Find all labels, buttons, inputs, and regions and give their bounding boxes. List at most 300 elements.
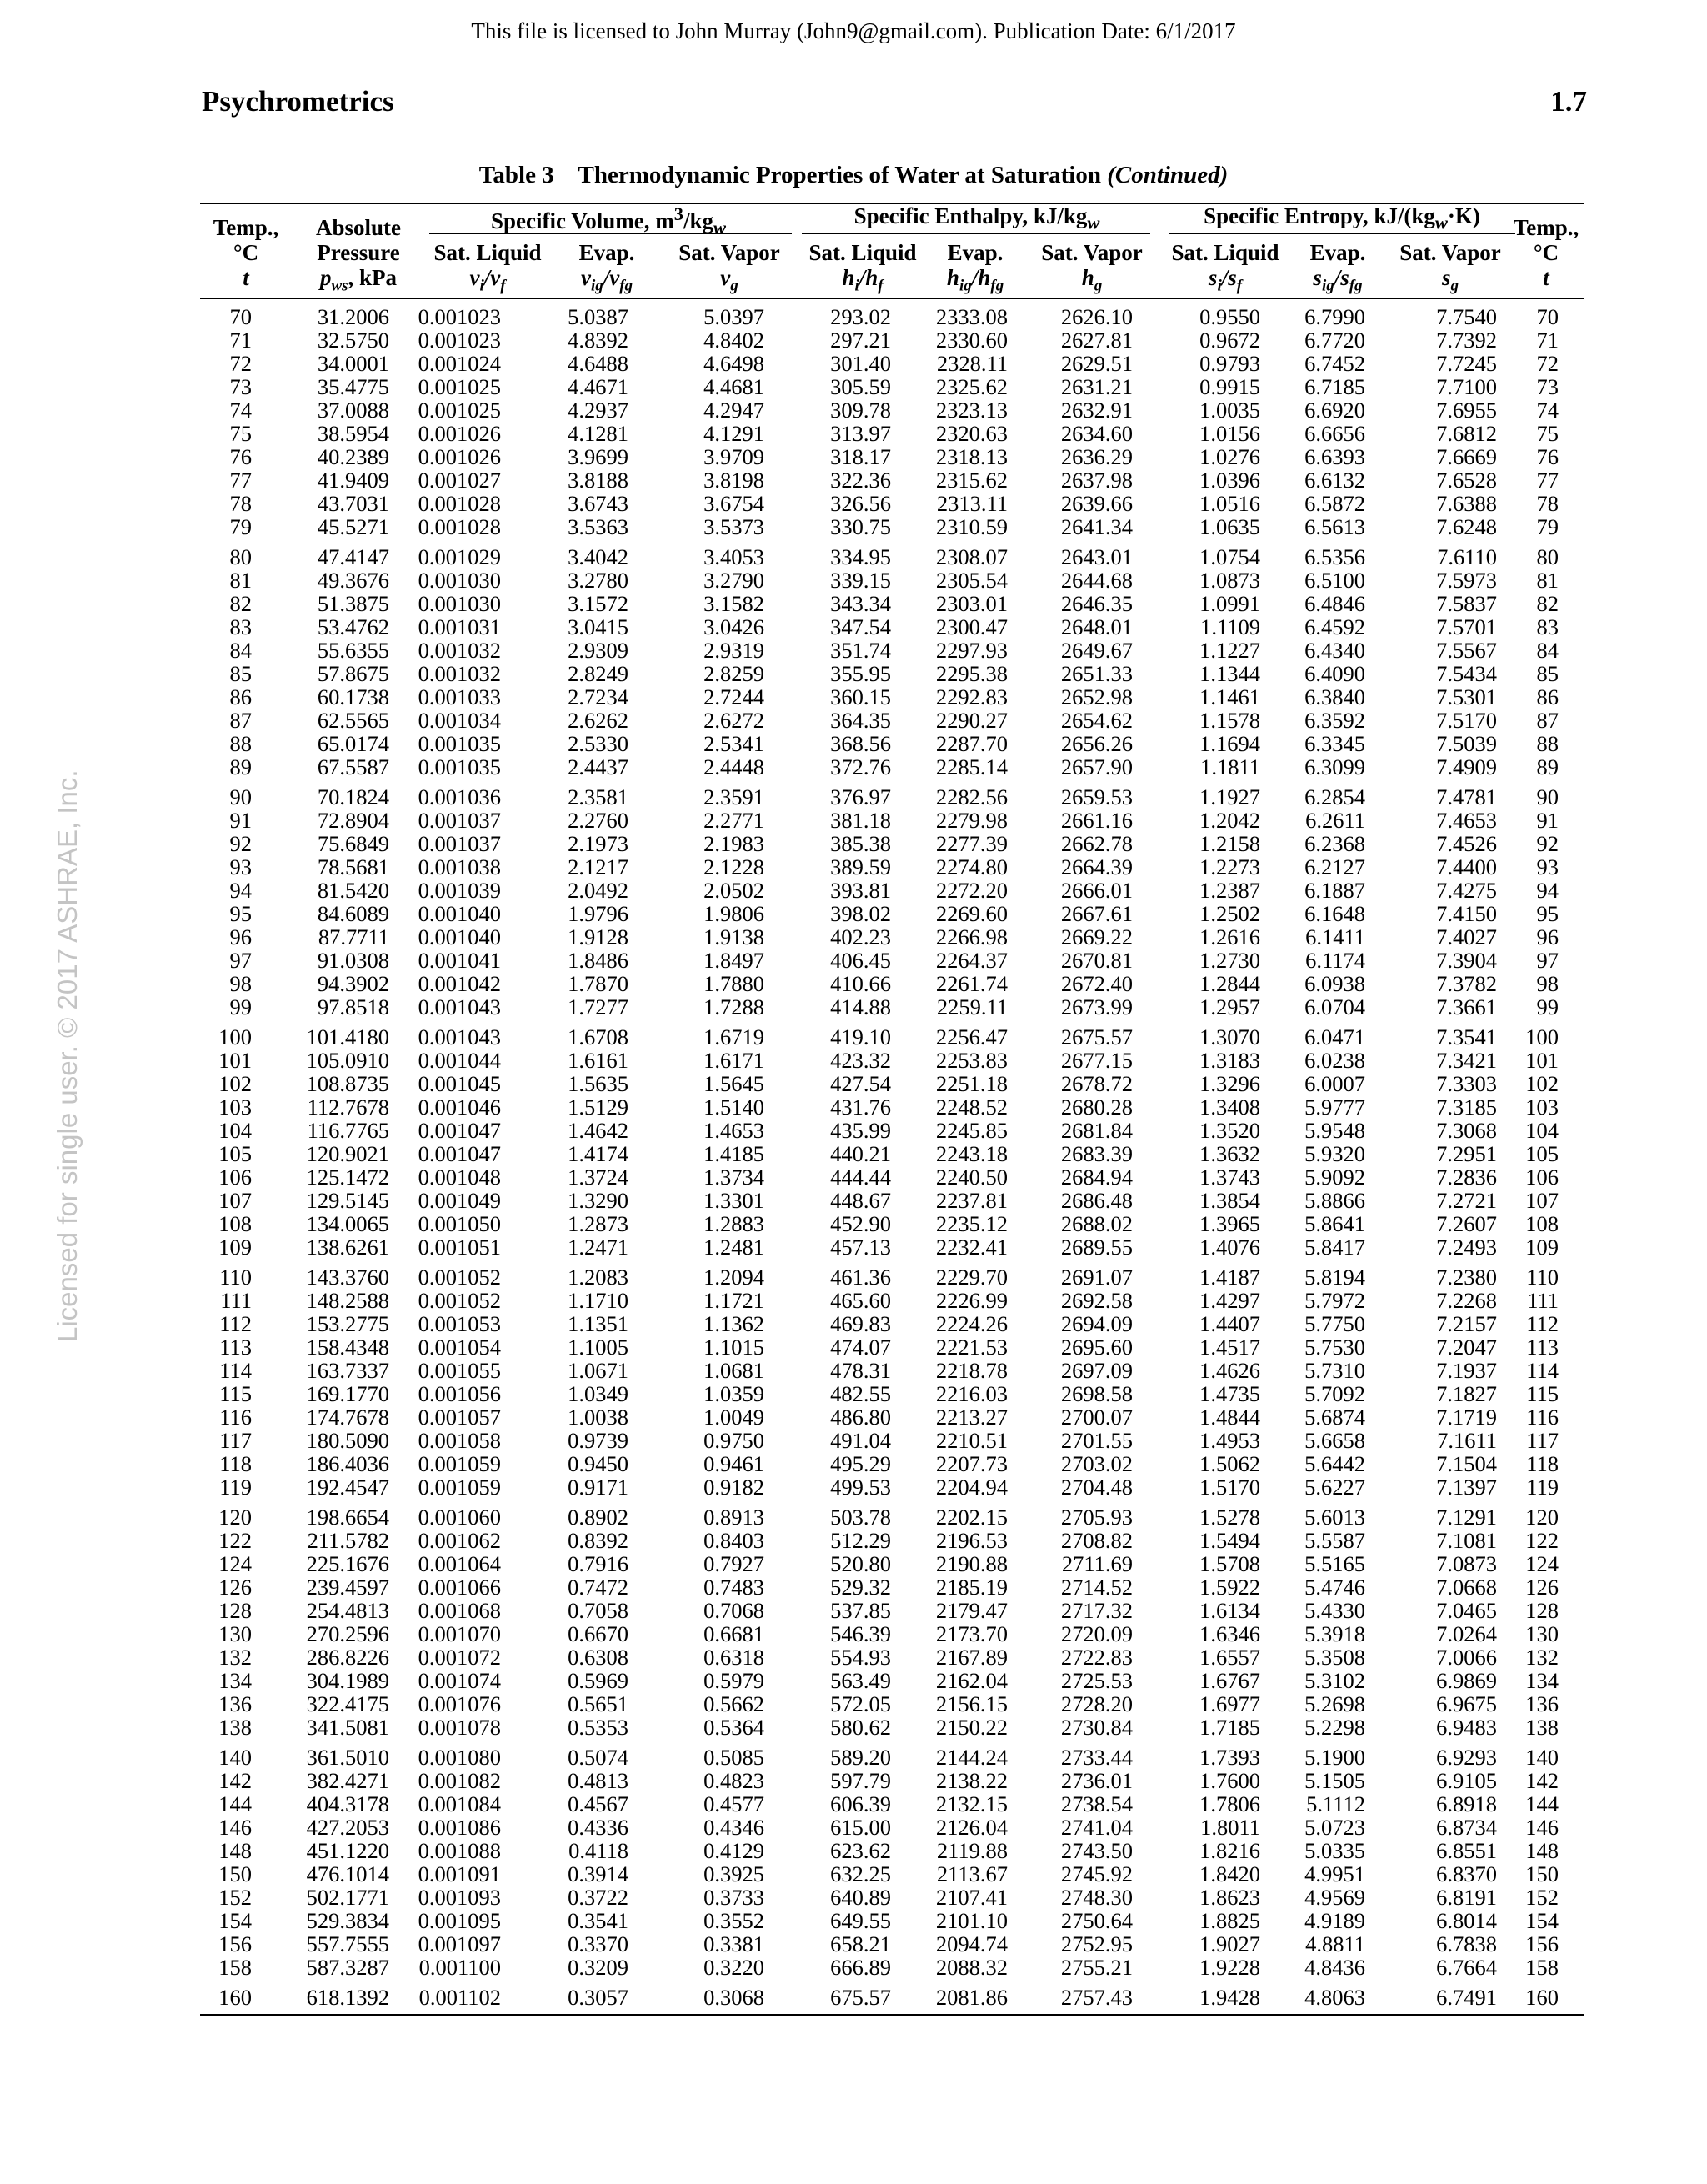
cell-pressure: 45.5271: [317, 514, 389, 539]
cell-temp: 156: [218, 1931, 252, 1956]
cell-enth-vapor: 2689.55: [1060, 1235, 1133, 1260]
cell-vol-liquid: 0.001028: [418, 514, 501, 539]
cell-enth-vapor: 2675.57: [1060, 1024, 1133, 1049]
table-row: [200, 732, 1584, 755]
table-row: [200, 1692, 1584, 1716]
cell-entr-liquid: 1.0156: [1199, 421, 1260, 446]
table-row: [200, 1335, 1584, 1359]
cell-enth-evap: 2229.70: [935, 1265, 1008, 1290]
cell-temp: 117: [219, 1428, 252, 1453]
cell-entr-vapor: 7.5170: [1436, 708, 1497, 733]
cell-enth-evap: 2196.53: [935, 1528, 1008, 1553]
cell-entr-vapor: 7.0465: [1436, 1598, 1497, 1623]
cell-entr-evap: 5.0723: [1304, 1815, 1365, 1840]
cell-enth-liquid: 615.00: [830, 1815, 891, 1840]
cell-temp: 115: [219, 1381, 252, 1406]
cell-entr-evap: 6.2368: [1304, 831, 1365, 856]
cell-enth-evap: 2328.11: [936, 351, 1008, 376]
cell-vol-evap: 1.2471: [568, 1235, 628, 1260]
cell-temp: 122: [218, 1528, 252, 1553]
cell-entr-liquid: 1.3854: [1199, 1188, 1260, 1213]
cell-entr-liquid: 1.2502: [1199, 901, 1260, 926]
cell-enth-evap: 2235.12: [935, 1211, 1008, 1236]
cell-vol-liquid: 0.001023: [418, 304, 501, 329]
cell-temp: 103: [218, 1095, 252, 1120]
cell-enth-liquid: 486.80: [830, 1405, 891, 1430]
cell-vol-vapor: 2.4448: [703, 754, 764, 779]
table-row: [200, 1265, 1584, 1289]
cell-vol-liquid: 0.001032: [418, 661, 501, 686]
cell-vol-liquid: 0.001056: [418, 1381, 501, 1406]
cell-pressure: 87.7711: [318, 924, 389, 949]
cell-temp-right: 98: [1536, 971, 1559, 996]
cell-entr-liquid: 1.0635: [1199, 514, 1260, 539]
cell-vol-vapor: 1.4653: [703, 1118, 764, 1143]
cell-entr-evap: 6.3099: [1304, 754, 1365, 779]
cell-enth-vapor: 2755.21: [1060, 1955, 1133, 1980]
cell-pressure: 169.1770: [306, 1381, 389, 1406]
cell-temp: 158: [218, 1955, 252, 1980]
cell-vol-evap: 1.9796: [568, 901, 628, 926]
cell-temp-right: 119: [1526, 1475, 1559, 1500]
cell-pressure: 78.5681: [317, 854, 389, 879]
cell-pressure: 67.5587: [317, 754, 389, 779]
cell-vol-vapor: 1.5645: [703, 1071, 764, 1096]
table-row: [200, 1599, 1584, 1622]
table-row: [200, 1475, 1584, 1499]
cell-enth-evap: 2253.83: [935, 1048, 1008, 1073]
table-row: [200, 709, 1584, 732]
cell-temp-right: 144: [1525, 1791, 1559, 1816]
cell-pressure: 361.5010: [306, 1745, 389, 1770]
cell-enth-vapor: 2698.58: [1060, 1381, 1133, 1406]
cell-enth-vapor: 2714.52: [1060, 1575, 1133, 1600]
cell-vol-vapor: 0.6318: [703, 1645, 764, 1670]
cell-entr-vapor: 7.3904: [1436, 948, 1497, 973]
cell-enth-evap: 2259.11: [936, 994, 1008, 1019]
cell-vol-liquid: 0.001045: [418, 1071, 501, 1096]
cell-entr-evap: 5.5587: [1304, 1528, 1365, 1553]
cell-enth-vapor: 2717.32: [1060, 1598, 1133, 1623]
table-row: [200, 1646, 1584, 1669]
cell-enth-liquid: 520.80: [830, 1551, 891, 1576]
cell-enth-vapor: 2748.30: [1060, 1885, 1133, 1910]
cell-vol-vapor: 0.7927: [703, 1551, 764, 1576]
cell-enth-liquid: 389.59: [830, 854, 891, 879]
cell-temp: 116: [219, 1405, 252, 1430]
cell-vol-vapor: 2.7244: [703, 684, 764, 709]
cell-vol-evap: 0.3541: [568, 1908, 628, 1933]
cell-entr-vapor: 7.5039: [1436, 731, 1497, 756]
group-header-specific-entropy: Specific Entropy, $kJ/(kg_w\cdot K)$: [1204, 203, 1480, 233]
cell-entr-vapor: 7.2380: [1436, 1265, 1497, 1290]
cell-entr-evap: 5.6013: [1304, 1505, 1365, 1530]
cell-entr-evap: 6.0007: [1304, 1071, 1365, 1096]
table-row: [200, 1769, 1584, 1792]
cell-entr-liquid: 1.1927: [1199, 784, 1260, 809]
table-row: [200, 855, 1584, 879]
cell-enth-evap: 2088.32: [935, 1955, 1008, 1980]
cell-vol-vapor: 1.2481: [703, 1235, 764, 1260]
cell-vol-vapor: 0.3733: [703, 1885, 764, 1910]
cell-temp-right: 90: [1536, 784, 1559, 809]
cell-entr-liquid: 1.2273: [1199, 854, 1260, 879]
cell-temp: 76: [229, 444, 252, 469]
cell-enth-liquid: 482.55: [830, 1381, 891, 1406]
cell-entr-liquid: 1.6134: [1199, 1598, 1260, 1623]
cell-enth-liquid: 465.60: [830, 1288, 891, 1313]
cell-entr-vapor: 7.4400: [1436, 854, 1497, 879]
cell-entr-liquid: 1.0396: [1199, 468, 1260, 493]
cell-entr-liquid: 1.0035: [1199, 398, 1260, 423]
cell-temp-right: 138: [1525, 1715, 1559, 1740]
cell-enth-vapor: 2651.33: [1060, 661, 1133, 686]
cell-pressure: 618.1392: [306, 1985, 389, 2010]
cell-vol-evap: 1.0671: [568, 1358, 628, 1383]
cell-enth-liquid: 563.49: [830, 1668, 891, 1693]
cell-vol-vapor: 1.0359: [703, 1381, 764, 1406]
cell-entr-evap: 6.4592: [1304, 614, 1365, 639]
cell-vol-liquid: 0.001042: [418, 971, 501, 996]
cell-entr-vapor: 7.7392: [1436, 328, 1497, 353]
cell-enth-vapor: 2669.22: [1060, 924, 1133, 949]
cell-entr-evap: 4.8811: [1305, 1931, 1365, 1956]
cell-vol-liquid: 0.001055: [418, 1358, 501, 1383]
table-row: [200, 879, 1584, 902]
column-header-entr-evap: Evap. $s_{ig}/s_{fg}$: [1309, 240, 1366, 295]
cell-enth-evap: 2282.56: [935, 784, 1008, 809]
cell-entr-liquid: 1.3743: [1199, 1165, 1260, 1190]
cell-temp-right: 106: [1525, 1165, 1559, 1190]
cell-pressure: 129.5145: [306, 1188, 389, 1213]
cell-enth-liquid: 499.53: [830, 1475, 891, 1500]
cell-vol-evap: 4.4671: [568, 374, 628, 399]
cell-vol-vapor: 0.7068: [703, 1598, 764, 1623]
cell-vol-vapor: 5.0397: [703, 304, 764, 329]
cell-enth-evap: 2333.08: [935, 304, 1008, 329]
table-row: [200, 1956, 1584, 1979]
cell-temp-right: 79: [1536, 514, 1559, 539]
table-continued: (Continued): [1107, 162, 1229, 188]
cell-enth-vapor: 2684.94: [1060, 1165, 1133, 1190]
cell-entr-evap: 6.4090: [1304, 661, 1365, 686]
cell-vol-vapor: 2.9319: [703, 638, 764, 663]
cell-temp: 152: [218, 1885, 252, 1910]
cell-temp: 73: [229, 374, 252, 399]
cell-pressure: 81.5420: [317, 878, 389, 903]
cell-enth-evap: 2113.67: [936, 1861, 1008, 1886]
cell-vol-liquid: 0.001043: [418, 994, 501, 1019]
cell-entr-evap: 6.2611: [1305, 808, 1365, 833]
cell-enth-vapor: 2683.39: [1060, 1141, 1133, 1166]
cell-enth-vapor: 2752.95: [1060, 1931, 1133, 1956]
cell-enth-vapor: 2656.26: [1060, 731, 1133, 756]
cell-vol-vapor: 1.6171: [703, 1048, 764, 1073]
cell-vol-vapor: 1.3301: [703, 1188, 764, 1213]
cell-entr-liquid: 1.0754: [1199, 544, 1260, 569]
cell-entr-evap: 4.9569: [1304, 1885, 1365, 1910]
cell-vol-vapor: 1.9138: [703, 924, 764, 949]
cell-enth-evap: 2081.86: [935, 1985, 1008, 2010]
group-rule-entropy: [1169, 233, 1515, 234]
cell-temp-right: 113: [1526, 1335, 1559, 1360]
cell-entr-vapor: 7.1611: [1437, 1428, 1497, 1453]
cell-temp: 138: [218, 1715, 252, 1740]
cell-enth-vapor: 2677.15: [1060, 1048, 1133, 1073]
cell-vol-vapor: 0.3552: [703, 1908, 764, 1933]
cell-entr-liquid: 1.5708: [1199, 1551, 1260, 1576]
column-header-entr-vapor: Sat. Vapor $s_g$: [1399, 240, 1501, 295]
cell-entr-vapor: 7.5973: [1436, 568, 1497, 593]
cell-temp-right: 152: [1525, 1885, 1559, 1910]
cell-entr-vapor: 7.2951: [1436, 1141, 1497, 1166]
section-title: Psychrometrics: [202, 85, 394, 118]
cell-entr-vapor: 7.0264: [1436, 1621, 1497, 1646]
cell-enth-evap: 2256.47: [935, 1024, 1008, 1049]
cell-entr-vapor: 6.9675: [1436, 1691, 1497, 1716]
cell-vol-liquid: 0.001026: [418, 421, 501, 446]
table-row: [200, 1622, 1584, 1646]
cell-entr-vapor: 7.1291: [1436, 1505, 1497, 1530]
table-row: [200, 445, 1584, 468]
cell-entr-vapor: 7.6955: [1436, 398, 1497, 423]
cell-vol-evap: 2.4437: [568, 754, 628, 779]
cell-entr-vapor: 7.0066: [1436, 1645, 1497, 1670]
cell-vol-liquid: 0.001095: [418, 1908, 501, 1933]
table-row: [200, 1746, 1584, 1769]
cell-entr-evap: 5.8866: [1304, 1188, 1365, 1213]
table-row: [200, 422, 1584, 445]
cell-vol-liquid: 0.001031: [418, 614, 501, 639]
cell-enth-evap: 2243.18: [935, 1141, 1008, 1166]
cell-vol-liquid: 0.001040: [418, 901, 501, 926]
cell-temp: 85: [229, 661, 252, 686]
cell-temp-right: 89: [1536, 754, 1559, 779]
cell-enth-liquid: 301.40: [830, 351, 891, 376]
cell-entr-vapor: 7.3541: [1436, 1024, 1497, 1049]
cell-temp: 120: [218, 1505, 252, 1530]
cell-pressure: 557.7555: [306, 1931, 389, 1956]
cell-enth-liquid: 385.38: [830, 831, 891, 856]
cell-entr-evap: 5.0335: [1304, 1838, 1365, 1863]
cell-entr-liquid: 1.6977: [1199, 1691, 1260, 1716]
cell-entr-vapor: 6.9483: [1436, 1715, 1497, 1740]
cell-pressure: 55.6355: [317, 638, 389, 663]
cell-vol-vapor: 4.4681: [703, 374, 764, 399]
cell-enth-liquid: 334.95: [830, 544, 891, 569]
cell-entr-vapor: 7.1504: [1436, 1451, 1497, 1476]
cell-vol-evap: 0.4336: [568, 1815, 628, 1840]
cell-entr-vapor: 7.0873: [1436, 1551, 1497, 1576]
cell-entr-vapor: 7.5701: [1436, 614, 1497, 639]
cell-vol-vapor: 0.5085: [703, 1745, 764, 1770]
cell-enth-vapor: 2657.90: [1060, 754, 1133, 779]
cell-vol-evap: 4.1281: [568, 421, 628, 446]
cell-pressure: 65.0174: [317, 731, 389, 756]
cell-enth-liquid: 309.78: [830, 398, 891, 423]
cell-enth-liquid: 675.57: [830, 1985, 891, 2010]
cell-vol-vapor: 4.6498: [703, 351, 764, 376]
cell-vol-vapor: 4.8402: [703, 328, 764, 353]
table-row: [200, 1816, 1584, 1839]
cell-vol-evap: 0.8392: [568, 1528, 628, 1553]
cell-pressure: 43.7031: [317, 491, 389, 516]
cell-enth-liquid: 414.88: [830, 994, 891, 1019]
cell-entr-evap: 6.6132: [1304, 468, 1365, 493]
cell-enth-vapor: 2745.92: [1060, 1861, 1133, 1886]
cell-vol-evap: 3.0415: [568, 614, 628, 639]
cell-entr-evap: 5.8641: [1304, 1211, 1365, 1236]
table-row: [200, 1552, 1584, 1575]
cell-pressure: 31.2006: [317, 304, 389, 329]
cell-pressure: 270.2596: [306, 1621, 389, 1646]
cell-entr-evap: 5.8417: [1304, 1235, 1365, 1260]
cell-temp: 146: [218, 1815, 252, 1840]
cell-temp: 110: [219, 1265, 252, 1290]
cell-enth-evap: 2261.74: [935, 971, 1008, 996]
cell-vol-evap: 0.3057: [568, 1985, 628, 2010]
cell-vol-vapor: 3.0426: [703, 614, 764, 639]
cell-enth-liquid: 606.39: [830, 1791, 891, 1816]
cell-entr-evap: 5.8194: [1304, 1265, 1365, 1290]
cell-vol-evap: 1.2873: [568, 1211, 628, 1236]
cell-pressure: 143.3760: [306, 1265, 389, 1290]
cell-vol-evap: 1.1351: [568, 1311, 628, 1336]
cell-vol-vapor: 1.2094: [703, 1265, 764, 1290]
cell-vol-vapor: 0.3381: [703, 1931, 764, 1956]
cell-pressure: 35.4775: [317, 374, 389, 399]
cell-entr-evap: 6.2854: [1304, 784, 1365, 809]
cell-entr-vapor: 7.4781: [1436, 784, 1497, 809]
cell-entr-liquid: 1.1344: [1199, 661, 1260, 686]
cell-entr-liquid: 1.8623: [1199, 1885, 1260, 1910]
cell-entr-evap: 6.5100: [1304, 568, 1365, 593]
cell-entr-evap: 5.9092: [1304, 1165, 1365, 1190]
cell-entr-vapor: 7.5567: [1436, 638, 1497, 663]
cell-entr-vapor: 7.6110: [1437, 544, 1497, 569]
cell-enth-evap: 2138.22: [935, 1768, 1008, 1793]
cell-enth-evap: 2325.62: [935, 374, 1008, 399]
table-row: [200, 1312, 1584, 1335]
cell-vol-evap: 3.8188: [568, 468, 628, 493]
cell-temp-right: 85: [1536, 661, 1559, 686]
cell-pressure: 101.4180: [306, 1024, 389, 1049]
cell-temp-right: 87: [1536, 708, 1559, 733]
cell-entr-evap: 5.9320: [1304, 1141, 1365, 1166]
cell-vol-liquid: 0.001097: [418, 1931, 501, 1956]
cell-entr-evap: 5.7092: [1304, 1381, 1365, 1406]
cell-vol-evap: 3.2780: [568, 568, 628, 593]
cell-entr-vapor: 6.7491: [1436, 1985, 1497, 2010]
cell-temp-right: 132: [1525, 1645, 1559, 1670]
cell-enth-vapor: 2688.02: [1060, 1211, 1133, 1236]
table-row: [200, 398, 1584, 422]
table-row: [200, 925, 1584, 949]
cell-temp-right: 150: [1525, 1861, 1559, 1886]
cell-pressure: 286.8226: [306, 1645, 389, 1670]
cell-enth-evap: 2232.41: [935, 1235, 1008, 1260]
cell-vol-liquid: 0.001053: [418, 1311, 501, 1336]
cell-enth-vapor: 2750.64: [1060, 1908, 1133, 1933]
cell-entr-vapor: 7.4909: [1436, 754, 1497, 779]
cell-enth-liquid: 546.39: [830, 1621, 891, 1646]
cell-entr-vapor: 6.8191: [1436, 1885, 1497, 1910]
cell-vol-liquid: 0.001058: [418, 1428, 501, 1453]
cell-temp: 130: [218, 1621, 252, 1646]
cell-vol-liquid: 0.001066: [418, 1575, 501, 1600]
table-caption: [0, 162, 1707, 189]
cell-entr-vapor: 6.9105: [1436, 1768, 1497, 1793]
cell-vol-vapor: 0.9182: [703, 1475, 764, 1500]
cell-entr-evap: 6.0938: [1304, 971, 1365, 996]
cell-entr-vapor: 7.5837: [1436, 591, 1497, 616]
cell-pressure: 49.3676: [317, 568, 389, 593]
cell-enth-vapor: 2661.16: [1060, 808, 1133, 833]
cell-vol-evap: 1.7277: [568, 994, 628, 1019]
cell-entr-evap: 5.6874: [1304, 1405, 1365, 1430]
cell-temp: 140: [218, 1745, 252, 1770]
cell-entr-evap: 5.3102: [1304, 1668, 1365, 1693]
cell-enth-liquid: 406.45: [830, 948, 891, 973]
cell-temp: 150: [218, 1861, 252, 1886]
cell-vol-evap: 1.5129: [568, 1095, 628, 1120]
cell-vol-liquid: 0.001072: [418, 1645, 501, 1670]
cell-vol-evap: 0.4118: [568, 1838, 628, 1863]
cell-entr-vapor: 7.3782: [1436, 971, 1497, 996]
cell-enth-evap: 2264.37: [935, 948, 1008, 973]
cell-enth-vapor: 2632.91: [1060, 398, 1133, 423]
cell-temp: 91: [229, 808, 252, 833]
cell-temp-right: 70: [1536, 304, 1559, 329]
cell-temp: 74: [229, 398, 252, 423]
cell-entr-vapor: 7.5301: [1436, 684, 1497, 709]
cell-enth-vapor: 2652.98: [1060, 684, 1133, 709]
cell-entr-vapor: 7.7540: [1436, 304, 1497, 329]
table-row: [200, 785, 1584, 809]
cell-entr-evap: 5.9777: [1304, 1095, 1365, 1120]
cell-enth-evap: 2310.59: [935, 514, 1008, 539]
cell-pressure: 75.6849: [317, 831, 389, 856]
cell-enth-vapor: 2705.93: [1060, 1505, 1133, 1530]
cell-vol-vapor: 1.0681: [703, 1358, 764, 1383]
cell-enth-vapor: 2627.81: [1060, 328, 1133, 353]
cell-temp-right: 126: [1525, 1575, 1559, 1600]
cell-vol-vapor: 2.1983: [703, 831, 764, 856]
column-header-pressure: Absolute Pressure $p_{ws}$, kPa: [315, 215, 401, 295]
cell-enth-vapor: 2704.48: [1060, 1475, 1133, 1500]
cell-vol-vapor: 1.7880: [703, 971, 764, 996]
cell-enth-liquid: 597.79: [830, 1768, 891, 1793]
table-row: [200, 1716, 1584, 1739]
cell-vol-vapor: 0.3220: [703, 1955, 764, 1980]
table-row: [200, 1165, 1584, 1189]
cell-enth-liquid: 326.56: [830, 491, 891, 516]
cell-entr-vapor: 7.3068: [1436, 1118, 1497, 1143]
cell-temp-right: 95: [1536, 901, 1559, 926]
cell-enth-evap: 2279.98: [935, 808, 1008, 833]
cell-vol-liquid: 0.001052: [418, 1288, 501, 1313]
cell-temp: 90: [229, 784, 252, 809]
cell-pressure: 158.4348: [306, 1335, 389, 1360]
cell-entr-liquid: 1.2844: [1199, 971, 1260, 996]
cell-enth-liquid: 313.97: [830, 421, 891, 446]
cell-enth-liquid: 580.62: [830, 1715, 891, 1740]
cell-enth-liquid: 457.13: [830, 1235, 891, 1260]
cell-vol-evap: 1.8486: [568, 948, 628, 973]
cell-enth-evap: 2218.78: [935, 1358, 1008, 1383]
cell-enth-vapor: 2720.09: [1060, 1621, 1133, 1646]
cell-enth-evap: 2313.11: [936, 491, 1008, 516]
